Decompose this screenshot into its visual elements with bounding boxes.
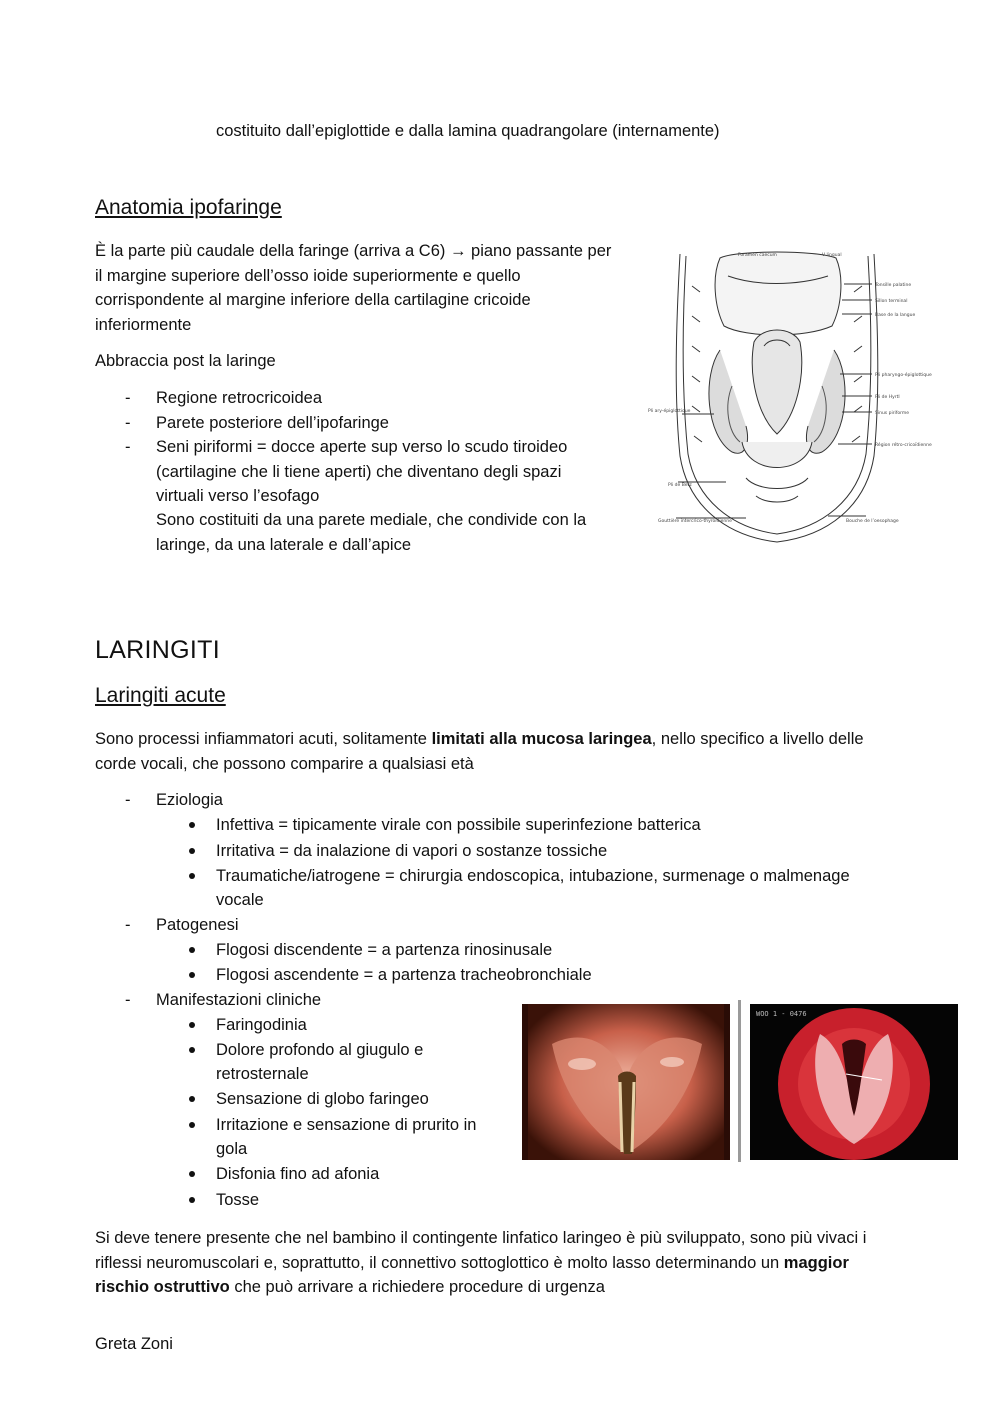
bold-text: rischio ostruttivo bbox=[95, 1278, 230, 1296]
bullet-marker bbox=[189, 1197, 195, 1203]
sub-list-item: Infettiva = tipicamente virale con possibile superinfezione batterica bbox=[216, 816, 701, 834]
endoscopy-photo-acute-laryngitis bbox=[750, 1004, 958, 1160]
text-span: Sono processi infiammatori acuti, solitamente bbox=[95, 730, 432, 748]
bullet-marker bbox=[189, 1096, 195, 1102]
list-item-patogenesi: Patogenesi bbox=[156, 916, 239, 934]
figure-label: V lingual bbox=[822, 253, 842, 258]
figure-label: Gouttière intercrico-thyroïdienne bbox=[658, 519, 732, 524]
figure-label: Pli ary-épiglottique bbox=[648, 409, 691, 414]
text-line bbox=[95, 1275, 925, 1300]
figure-label: Pli pharyngo-épiglottique bbox=[875, 373, 932, 378]
text-span: riflessi neuromuscolari e, soprattutto, il connettivo sottoglottico è molto lasso determinando un bbox=[95, 1253, 784, 1272]
bullet-marker bbox=[189, 822, 195, 828]
closing-paragraph bbox=[95, 1226, 925, 1300]
sub-list-item: Flogosi discendente = a partenza rinosinusale bbox=[216, 941, 553, 959]
sub-list-item-continuation: vocale bbox=[216, 891, 264, 909]
sub-list-item: Faringodinia bbox=[216, 1016, 307, 1034]
figure-label: Pli de Hyrtl bbox=[875, 395, 900, 400]
figure-label: Tonsille palatine bbox=[875, 283, 912, 288]
bullet-marker bbox=[189, 972, 195, 978]
sub-list-item: Irritazione e sensazione di prurito in bbox=[216, 1116, 477, 1134]
list-item-eziologia: Eziologia bbox=[156, 791, 223, 809]
dash-marker: - bbox=[125, 791, 131, 809]
dash-marker: - bbox=[125, 991, 131, 1009]
text-line: corde vocali, che possono comparire a qualsiasi età bbox=[95, 754, 474, 773]
photo-divider bbox=[738, 1000, 741, 1162]
ipofaringe-list bbox=[125, 386, 635, 566]
figure-label: Foramen caecum bbox=[738, 253, 777, 258]
ipofaringe-paragraph bbox=[95, 239, 635, 337]
sub-list-item: Irritativa = da inalazione di vapori o sostanze tossiche bbox=[216, 842, 608, 860]
figure-label: Sillon terminal bbox=[875, 299, 908, 304]
sub-list-item: Dolore profondo al giugulo e bbox=[216, 1041, 424, 1059]
text-span: che può arrivare a richiedere procedure di urgenza bbox=[229, 1278, 605, 1296]
bullet-marker bbox=[189, 947, 195, 953]
list-item: Regione retrocricoidea bbox=[156, 389, 323, 407]
sub-list-item: Flogosi ascendente = a partenza tracheobronchiale bbox=[216, 966, 592, 984]
footer-author: Greta Zoni bbox=[95, 1335, 173, 1353]
text-line: il margine superiore dell’osso ioide superiormente e quello bbox=[95, 266, 521, 285]
photo-overlay-text: WOO 1 - 0476 bbox=[756, 1010, 807, 1018]
list-item-manifestazioni: Manifestazioni cliniche bbox=[156, 991, 322, 1009]
bullet-marker bbox=[189, 1022, 195, 1028]
bullet-marker bbox=[189, 1047, 195, 1053]
sub-list-item: Sensazione di globo faringeo bbox=[216, 1090, 429, 1108]
text-line bbox=[95, 727, 915, 752]
endoscopy-photo-normal-larynx bbox=[522, 1004, 730, 1160]
ipofaringe-paragraph-2: Abbraccia post la laringe bbox=[95, 352, 276, 370]
list-item: Parete posteriore dell’ipofaringe bbox=[156, 414, 389, 432]
sub-list-item-continuation: gola bbox=[216, 1140, 248, 1158]
hypopharynx-anatomical-illustration bbox=[646, 246, 932, 548]
dash-marker: - bbox=[125, 389, 131, 407]
bullet-marker bbox=[189, 873, 195, 879]
dash-marker: - bbox=[125, 916, 131, 934]
text-line: inferiormente bbox=[95, 315, 192, 334]
dash-marker: - bbox=[125, 438, 131, 456]
list-item: Seni piriformi = docce aperte sup verso lo scudo tiroideo bbox=[156, 438, 568, 456]
sub-list-item: Disfonia fino ad afonia bbox=[216, 1165, 380, 1183]
list-item-continuation: laringe, da una laterale e dall’apice bbox=[156, 536, 412, 554]
bullet-marker bbox=[189, 1122, 195, 1128]
bullet-marker bbox=[189, 848, 195, 854]
text-line: È la parte più caudale della faringe (arriva a C6) → piano passante per bbox=[95, 242, 612, 260]
figure-label: Bouche de l’oesophage bbox=[846, 519, 899, 524]
laringiti-intro-paragraph bbox=[95, 727, 915, 776]
figure-label: Sinus piriforme bbox=[875, 411, 910, 416]
continued-text-line: costituito dall’epiglottide e dalla lamina quadrangolare (internamente) bbox=[216, 122, 720, 140]
section-heading-ipofaringe: Anatomia ipofaringe bbox=[95, 196, 282, 219]
dash-marker: - bbox=[125, 414, 131, 432]
sub-list-item: Traumatiche/iatrogene = chirurgia endoscopica, intubazione, surmenage o malmenage bbox=[216, 867, 850, 885]
text-line: corrispondente al margine inferiore della cartilagine cricoide bbox=[95, 291, 531, 309]
bold-text: maggior bbox=[783, 1253, 849, 1272]
bullet-marker bbox=[189, 1171, 195, 1177]
bold-text: limitati alla mucosa laringea bbox=[431, 730, 652, 748]
list-item-continuation: Sono costituiti da una parete mediale, che condivide con la bbox=[156, 511, 587, 529]
figure-label: Région rétro-cricoïdienne bbox=[875, 443, 932, 448]
chapter-title: LARINGITI bbox=[95, 636, 220, 664]
sub-list-item-continuation: retrosternale bbox=[216, 1065, 309, 1083]
list-item-continuation: (cartilagine che li tiene aperti) che diventano degli spazi bbox=[156, 463, 562, 481]
text-line bbox=[95, 1251, 925, 1276]
section-heading-laringiti-acute: Laringiti acute bbox=[95, 684, 226, 707]
figure-label: Base de la langue bbox=[875, 313, 916, 318]
text-span: , nello specifico a livello delle bbox=[651, 730, 864, 748]
sub-list-item: Tosse bbox=[216, 1191, 260, 1209]
text-line: Si deve tenere presente che nel bambino il contingente linfatico laringeo è più sviluppato, sono più vivaci i bbox=[95, 1229, 867, 1247]
list-item-continuation: virtuali verso l’esofago bbox=[156, 487, 320, 505]
figure-label: Pli de Betz bbox=[668, 483, 692, 488]
